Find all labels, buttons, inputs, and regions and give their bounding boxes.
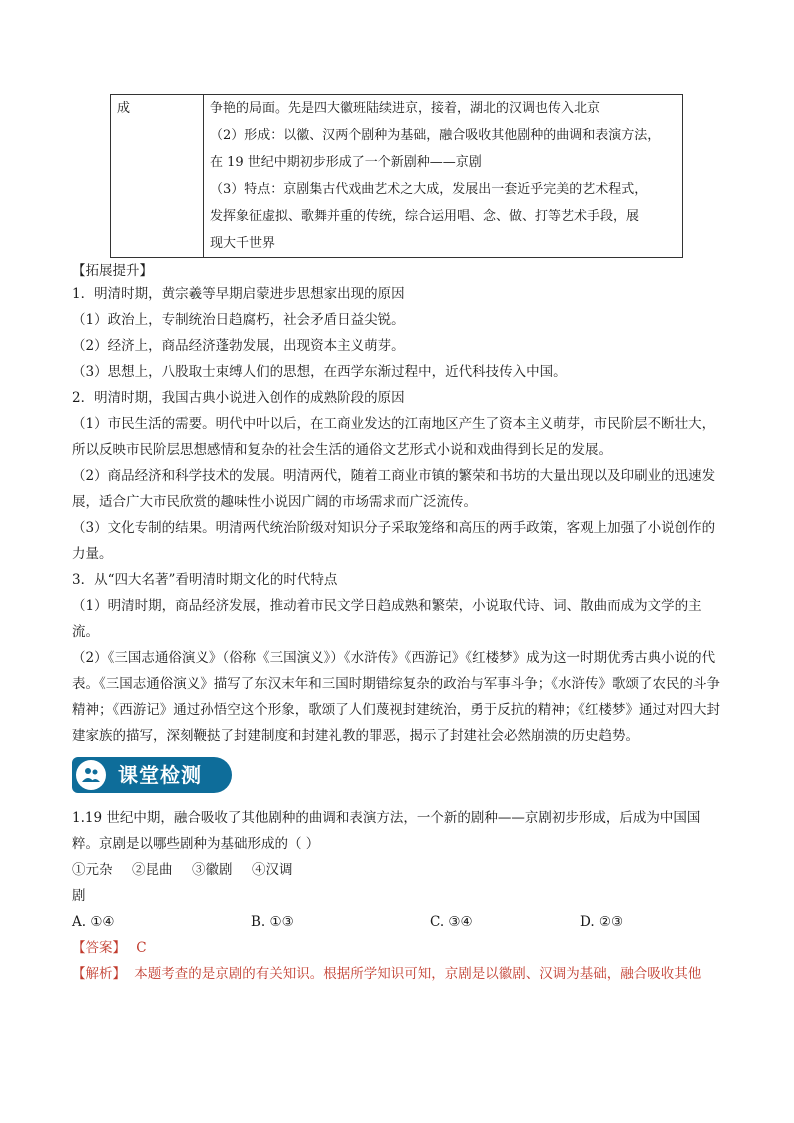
answer-choices xyxy=(72,909,722,935)
extension-item: （3）思想上，八股取士束缚人们的思想，在西学东渐过程中，近代科技传入中国。 xyxy=(72,364,567,380)
choice-a[interactable]: A. ①④ xyxy=(72,914,115,930)
question-stem: 1.19 世纪中期，融合吸收了其他剧种的曲调和表演方法，一个新的剧种——京剧初步形成，后成为中国国粹。京剧是以哪些剧种为基础形成的（ ） xyxy=(72,810,701,852)
choice-c[interactable]: C. ③④ xyxy=(430,914,473,930)
section-banner xyxy=(72,757,232,793)
summary-table xyxy=(110,94,683,258)
table-left-cell xyxy=(111,95,204,258)
question-item: ③徽剧 xyxy=(192,862,233,878)
extension-item: （3）文化专制的结果。明清两代统治阶级对知识分子采取笼络和高压的两手政策，客观上加强了小说创作的力量。 xyxy=(72,520,716,562)
table-line: 发挥象征虚拟、歌舞并重的传统，综合运用唱、念、做、打等艺术手段，展 xyxy=(210,209,640,224)
table-left-label: 成 xyxy=(117,101,131,116)
table-right-cell xyxy=(204,95,683,258)
table-line: 在 19 世纪中期初步形成了一个新剧种——京剧 xyxy=(210,155,482,170)
table-line: 现大千世界 xyxy=(210,236,276,251)
answer-tag: 【答案】 xyxy=(72,940,126,956)
extension-item: 3．从“四大名著”看明清时期文化的时代特点 xyxy=(72,572,338,588)
table-line: （2）形成：以徽、汉两个剧种为基础，融合吸收其他剧种的曲调和表演方法， xyxy=(210,128,661,143)
extension-item: （1）市民生活的需要。明代中叶以后，在工商业发达的江南地区产生了资本主义萌芽，市民阶层不断壮大，所以反映市民阶层思想感情和复杂的社会生活的通俗文艺形式小说和戏曲得到长足的发展。 xyxy=(72,416,716,458)
extension-item: （2）《三国志通俗演义》（俗称《三国演义》）《水浒传》《西游记》《红楼梦》成为这一时期优秀古典小说的代表。《三国志通俗演义》描写了东汉末年和三国时期错综复杂的政治与军事斗争；《水浒传》歌颂了农民的斗争精神；《西游记》通过孙悟空这个形象，歌颂了人们蔑视封建统治，勇于反抗的精神；《红楼梦》通过对四大封建家族的描写，深刻鞭挞了封建制度和封建礼教的罪恶，揭示了封建社会必然崩溃的历史趋势。 xyxy=(72,650,720,744)
table-line: （3）特点：京剧集古代戏曲艺术之大成，发展出一套近乎完美的艺术程式， xyxy=(210,182,648,197)
table-row xyxy=(111,95,683,258)
extension-heading: 【拓展提升】 xyxy=(72,263,153,279)
extension-item: （2）经济上，商品经济蓬勃发展，出现资本主义萌芽。 xyxy=(72,338,405,354)
choice-b[interactable]: B. ①③ xyxy=(251,914,294,930)
choice-d[interactable]: D. ②③ xyxy=(580,914,624,930)
extension-item: 1．明清时期，黄宗羲等早期启蒙进步思想家出现的原因 xyxy=(72,286,405,302)
question-item: ②昆曲 xyxy=(132,862,173,878)
question-items xyxy=(72,857,722,909)
extension-item: 2．明清时期，我国古典小说进入创作的成熟阶段的原因 xyxy=(72,390,405,406)
analysis-text: 本题考查的是京剧的有关知识。根据所学知识可知，京剧是以徽剧、汉调为基础，融合吸收其他 xyxy=(134,966,702,982)
page-content xyxy=(72,94,722,987)
analysis-line xyxy=(72,961,722,987)
question-item: ④汉调 xyxy=(252,862,293,878)
answer-value: C xyxy=(136,940,147,956)
question-item: ①元杂剧 xyxy=(72,862,113,904)
banner-label: 课堂检测 xyxy=(118,763,202,787)
people-icon xyxy=(76,760,106,790)
extension-item: （1）明清时期，商品经济发展，推动着市民文学日趋成熟和繁荣，小说取代诗、词、散曲而成为文学的主流。 xyxy=(72,598,702,640)
analysis-tag: 【解析】 xyxy=(72,966,126,982)
extension-item: （1）政治上，专制统治日趋腐朽，社会矛盾日益尖锐。 xyxy=(72,312,405,328)
answer-line xyxy=(72,935,722,961)
table-line: 争艳的局面。先是四大徽班陆续进京，接着，湖北的汉调也传入北京 xyxy=(210,101,601,116)
extension-item: （2）商品经济和科学技术的发展。明清两代，随着工商业市镇的繁荣和书坊的大量出现以及印刷业的迅速发展，适合广大市民欣赏的趣味性小说因广阔的市场需求而广泛流传。 xyxy=(72,468,716,510)
